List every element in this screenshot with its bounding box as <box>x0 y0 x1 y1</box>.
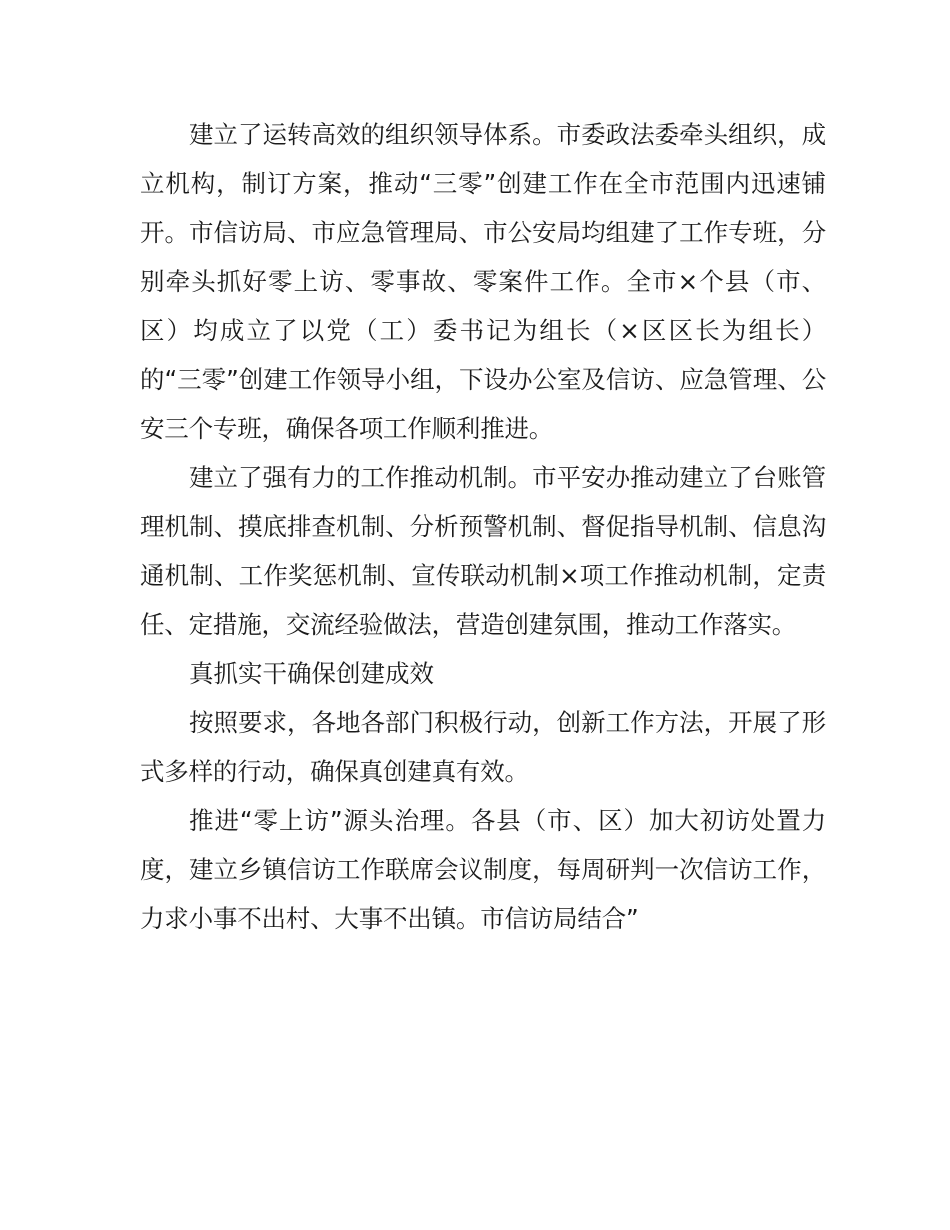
section-heading: 真抓实干确保创建成效 <box>189 659 434 688</box>
paragraph-zero-petition: 推进“零上访”源头治理。各县（市、区）加大初访处置力度，建立乡镇信访工作联席会议制度，每周研判一次信访工作，力求小事不出村、大事不出镇。市信访局结合” <box>140 806 826 933</box>
paragraph-leadership-system: 建立了运转高效的组织领导体系。市委政法委牵头组织，成立机构，制订方案，推动“三零”创建工作在全市范围内迅速铺开。市信访局、市应急管理局、市公安局均组建了工作专班，分别牵头抓好零上访、零事故、零案件工作。全市×个县（市、区）均成立了以党（工）委书记为组长（×区区长为组长）的“三零”创建工作领导小组，下设办公室及信访、应急管理、公安三个专班，确保各项工作顺利推进。 <box>140 120 826 443</box>
paragraph-requirements: 按照要求，各地各部门积极行动，创新工作方法，开展了形式多样的行动，确保真创建真有效。 <box>140 708 826 786</box>
document-page <box>140 110 826 943</box>
paragraph-work-mechanism: 建立了强有力的工作推动机制。市平安办推动建立了台账管理机制、摸底排查机制、分析预警机制、督促指导机制、信息沟通机制、工作奖惩机制、宣传联动机制×项工作推动机制，定责任、定措施，交流经验做法，营造创建氛围，推动工作落实。 <box>140 463 826 639</box>
